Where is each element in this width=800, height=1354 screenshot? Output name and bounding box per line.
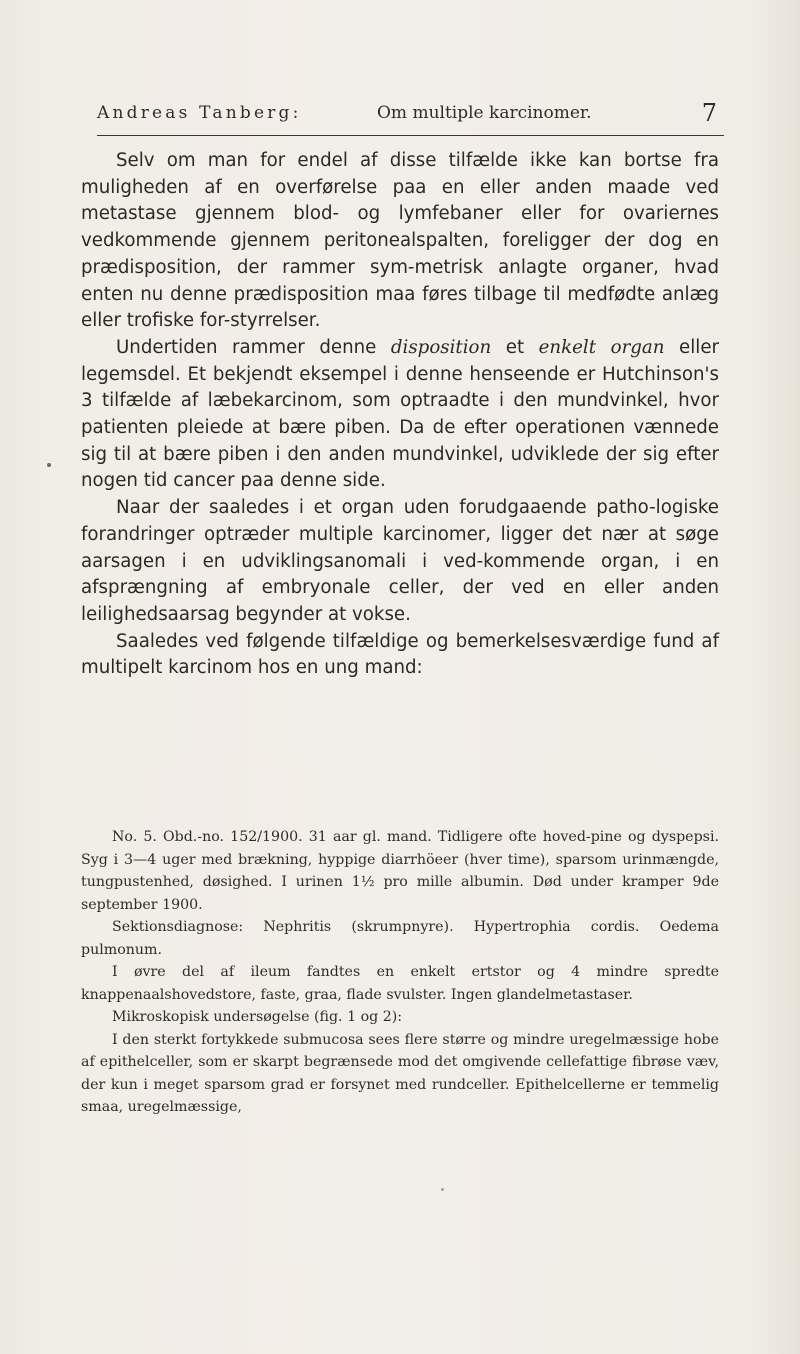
case-report — [81, 826, 719, 1119]
paper-spot — [441, 1188, 444, 1191]
paragraph-3: Naar der saaledes i et organ uden forudgaaende patho-logiske forandringer optræder multiple karcinomer, ligger det nær at søge aarsagen i en udviklingsanomali i ved-kommende organ, i en afsprængning af embryonale celler, der ved en eller anden leilighedsaarsag begynder at vokse. — [81, 497, 719, 625]
microscopy-findings: I den sterkt fortykkede submucosa sees flere større og mindre uregelmæssige hobe af epithelceller, som er skarpt begrænsede mod det omgivende cellefattige fibrøse væv, der kun i meget sparsom grad er forsynet med rundceller. Epithelcellerne er temmelig smaa, uregelmæssige, — [81, 1031, 719, 1115]
main-text — [81, 148, 719, 682]
paragraph-2-part-b: et — [491, 336, 539, 358]
header-author: Andreas Tanberg: — [97, 103, 302, 123]
paper-spot — [47, 463, 51, 467]
paragraph-2 — [81, 335, 719, 495]
running-header — [97, 99, 727, 143]
paragraph-1: Selv om man for endel af disse tilfælde ikke kan bortse fra muligheden af en overførelse paa en eller anden maade ved metastase gjennem blod- og lymfebaner eller for ovariernes vedkommende gjennem peritonealspalten, foreligger der dog en prædisposition, der rammer sym-metrisk anlagte organer, hvad enten nu denne prædisposition maa føres tilbage til medfødte anlæg eller trofiske for-styrrelser. — [81, 150, 719, 332]
header-title: Om multiple karcinomer. — [377, 103, 592, 123]
paragraph-2-part-c: eller legemsdel. Et bekjendt eksempel i denne henseende er Hutchinson's 3 tilfælde af læbekarcinom, som optraadte i den mundvinkel, hvor patienten pleiede at bære piben. Da de efter operationen vænnede sig til at bære piben i den anden mundvinkel, udviklede der sig efter nogen tid cancer paa denne side. — [81, 336, 719, 492]
emphasis-disposition: disposition — [390, 336, 492, 358]
case-history: No. 5. Obd.-no. 152/1900. 31 aar gl. mand. Tidligere ofte hoved-pine og dyspepsi. Syg i 3—4 uger med brækning, hyppige diarrhöeer (hver time), sparsom urinmængde, tungpustenhed, døsighed. I urinen 1½ pro mille albumin. Død under kramper 9de september 1900. — [81, 829, 719, 913]
autopsy-findings: I øvre del af ileum fandtes en enkelt ertstor og 4 mindre spredte knappenaalshovedstore, faste, graa, flade svulster. Ingen glandelmetastaser. — [81, 964, 719, 1003]
paragraph-2-part-a: Undertiden rammer denne — [116, 336, 391, 358]
paragraph-4: Saaledes ved følgende tilfældige og bemerkelsesværdige fund af multipelt karcinom hos en ung mand: — [81, 630, 719, 679]
page-number: 7 — [701, 99, 717, 127]
autopsy-diagnosis: Sektionsdiagnose: Nephritis (skrumpnyre). Hypertrophia cordis. Oedema pulmonum. — [81, 919, 719, 958]
microscopy-heading: Mikroskopisk undersøgelse (fig. 1 og 2): — [112, 1009, 403, 1025]
header-rule — [97, 135, 724, 136]
emphasis-enkelt-organ: enkelt organ — [538, 336, 665, 358]
